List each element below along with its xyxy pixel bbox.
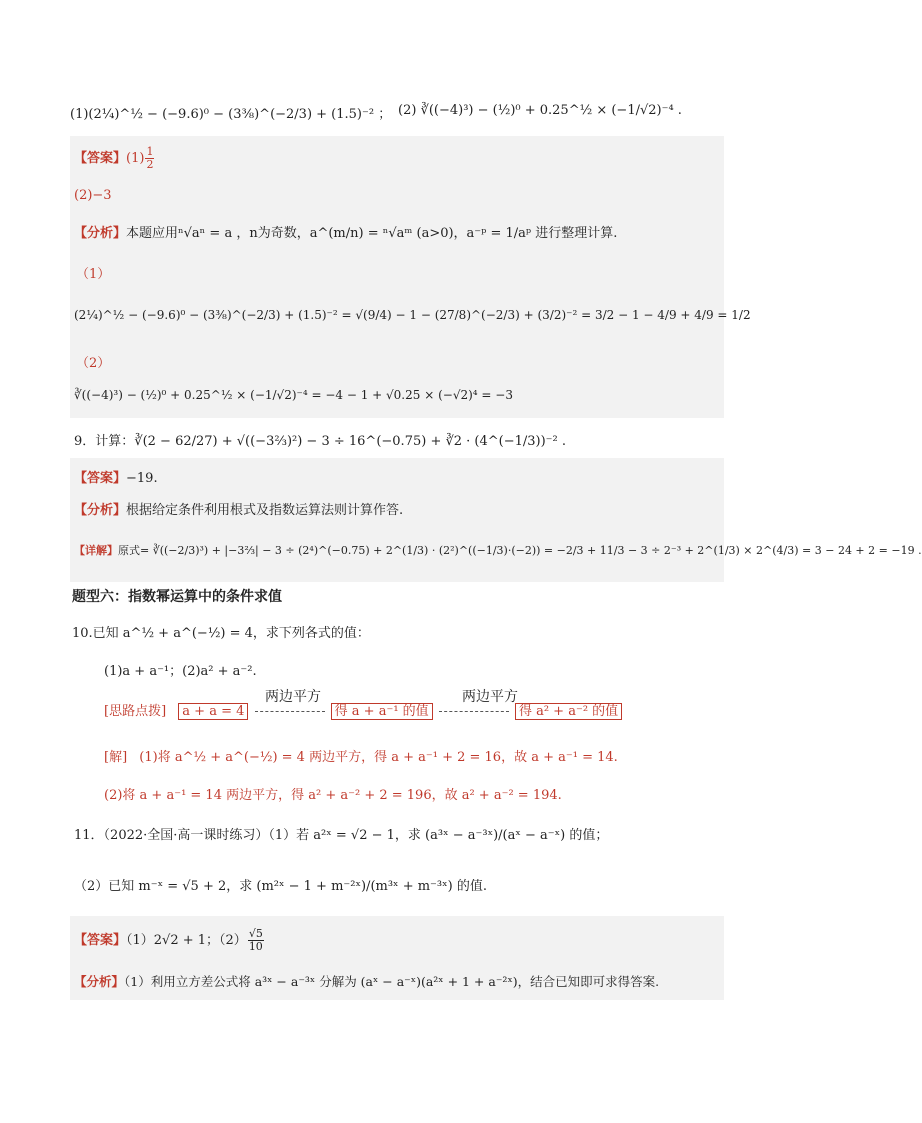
answer9-text: −19. xyxy=(126,471,158,486)
analysis9-text: 根据给定条件利用根式及指数运算法则计算作答. xyxy=(126,503,404,518)
detail-tag: 【详解】 xyxy=(74,544,118,557)
problem9-expr: ∛(2 − 62/27) + √((−3⅔)²) − 3 ÷ 16^(−0.75) + ∛2 · (4^(−1/3))⁻² . xyxy=(134,434,567,449)
hint-arrow-label-1: 两边平方 xyxy=(265,689,321,705)
analysis-tag: 【分析】 xyxy=(74,226,127,241)
analysis-tag: 【分析】 xyxy=(74,974,125,989)
analysis8 xyxy=(74,222,617,241)
answer8-prefix: (1) xyxy=(126,151,145,166)
analysis11-text: （1）利用立方差公式将 a³ˣ − a⁻³ˣ 分解为 (aˣ − a⁻ˣ)(a²ˣ + 1 + a⁻²ˣ)，结合已知即可求得答案. xyxy=(124,974,660,989)
analysis8-calc1: (2¼)^½ − (−9.6)⁰ − (3⅜)^(−2/3) + (1.5)⁻² = √(9/4) − 1 − (27/8)^(−2/3) + (3/2)⁻² = 3/2 − 1 − 4/9 + 4/9 = 1/2 xyxy=(74,308,751,322)
answer11-fraction xyxy=(248,928,264,953)
hint-arrow-label-2: 两边平方 xyxy=(462,689,518,705)
answer11-num: √5 xyxy=(248,927,263,940)
analysis9 xyxy=(74,499,403,518)
hint-label: [思路点拨] xyxy=(104,704,167,719)
section6-title: 题型六：指数幂运算中的条件求值 xyxy=(72,589,282,605)
detail9-text: 原式= ∛((−2/3)³) + |−3⅔| − 3 ÷ (2⁴)^(−0.75) + 2^(1/3) · (2²)^((−1/3)·(−2)) = −2/3 + 11/3 − 3 ÷ 2⁻³ + 2^(1/3) × 2^(4/3) = 3 − 24 + 2 = −19 . xyxy=(118,544,922,557)
hint-box-3: 得 a² + a⁻² 的值 xyxy=(515,703,622,720)
hint-arrow-2 xyxy=(439,711,509,712)
problem9-number: 9．计算： xyxy=(74,434,135,449)
hint-box-1: a + a = 4 xyxy=(178,703,248,720)
problem11-line1: 11．（2022·全国·高一课时练习）（1）若 a²ˣ = √2 − 1，求 (a³ˣ − a⁻³ˣ)/(aˣ − a⁻ˣ) 的值； xyxy=(74,828,609,843)
problem10-solution1 xyxy=(104,746,618,765)
answer11-text: （1）2√2 + 1；（2） xyxy=(126,933,247,948)
problem10-line2: (1)a + a⁻¹；(2)a² + a⁻². xyxy=(104,664,257,679)
problem11-line2: （2）已知 m⁻ˣ = √5 + 2，求 (m²ˣ − 1 + m⁻²ˣ)/(m³ˣ + m⁻³ˣ) 的值. xyxy=(74,879,487,894)
answer8-fraction xyxy=(145,146,154,171)
analysis8-label1: （1） xyxy=(76,267,111,282)
answer-tag: 【答案】 xyxy=(74,151,127,166)
answer11 xyxy=(74,928,265,953)
analysis11 xyxy=(74,972,659,990)
detail9 xyxy=(74,542,922,558)
solution1-text: (1)将 a^½ + a^(−½) = 4 两边平方，得 a + a⁻¹ + 2 = 16，故 a + a⁻¹ = 14. xyxy=(139,750,618,765)
answer-tag: 【答案】 xyxy=(74,471,127,486)
answer-tag: 【答案】 xyxy=(74,933,127,948)
problem8-part1: (1)(2¼)^½ − (−9.6)⁰ − (3⅜)^(−2/3) + (1.5)⁻² ； xyxy=(70,107,392,122)
solution-label: [解] xyxy=(104,750,128,765)
problem8-part2: (2) ∛((−4)³) − (½)⁰ + 0.25^½ × (−1/√2)⁻⁴ . xyxy=(398,103,682,118)
answer8-line1 xyxy=(74,146,155,171)
answer8-line2: (2)−3 xyxy=(74,188,112,203)
answer8-den: 2 xyxy=(146,158,154,171)
problem10-solution2: (2)将 a + a⁻¹ = 14 两边平方，得 a² + a⁻² + 2 = 196，故 a² + a⁻² = 194. xyxy=(104,788,562,803)
analysis8-label2: （2） xyxy=(76,356,111,371)
problem10-line1: 10.已知 a^½ + a^(−½) = 4，求下列各式的值： xyxy=(72,626,370,641)
answer11-den: 10 xyxy=(248,940,263,953)
answer8-num: 1 xyxy=(146,145,154,158)
answer9 xyxy=(74,467,158,486)
problem9 xyxy=(74,430,566,449)
analysis8-calc2: ∛((−4)³) − (½)⁰ + 0.25^½ × (−1/√2)⁻⁴ = −4 − 1 + √0.25 × (−√2)⁴ = −3 xyxy=(74,388,513,402)
hint-arrow-1 xyxy=(255,711,325,712)
hint-box-2: 得 a + a⁻¹ 的值 xyxy=(331,703,433,720)
answer-panel-8 xyxy=(70,136,724,418)
problem10-hint xyxy=(104,700,622,719)
analysis8-text: 本题应用ⁿ√aⁿ = a ，n为奇数，a^(m/n) = ⁿ√aᵐ (a>0)，a⁻ᵖ = 1/aᵖ 进行整理计算. xyxy=(126,226,618,241)
answer-panel-9 xyxy=(70,458,724,582)
analysis-tag: 【分析】 xyxy=(74,503,127,518)
